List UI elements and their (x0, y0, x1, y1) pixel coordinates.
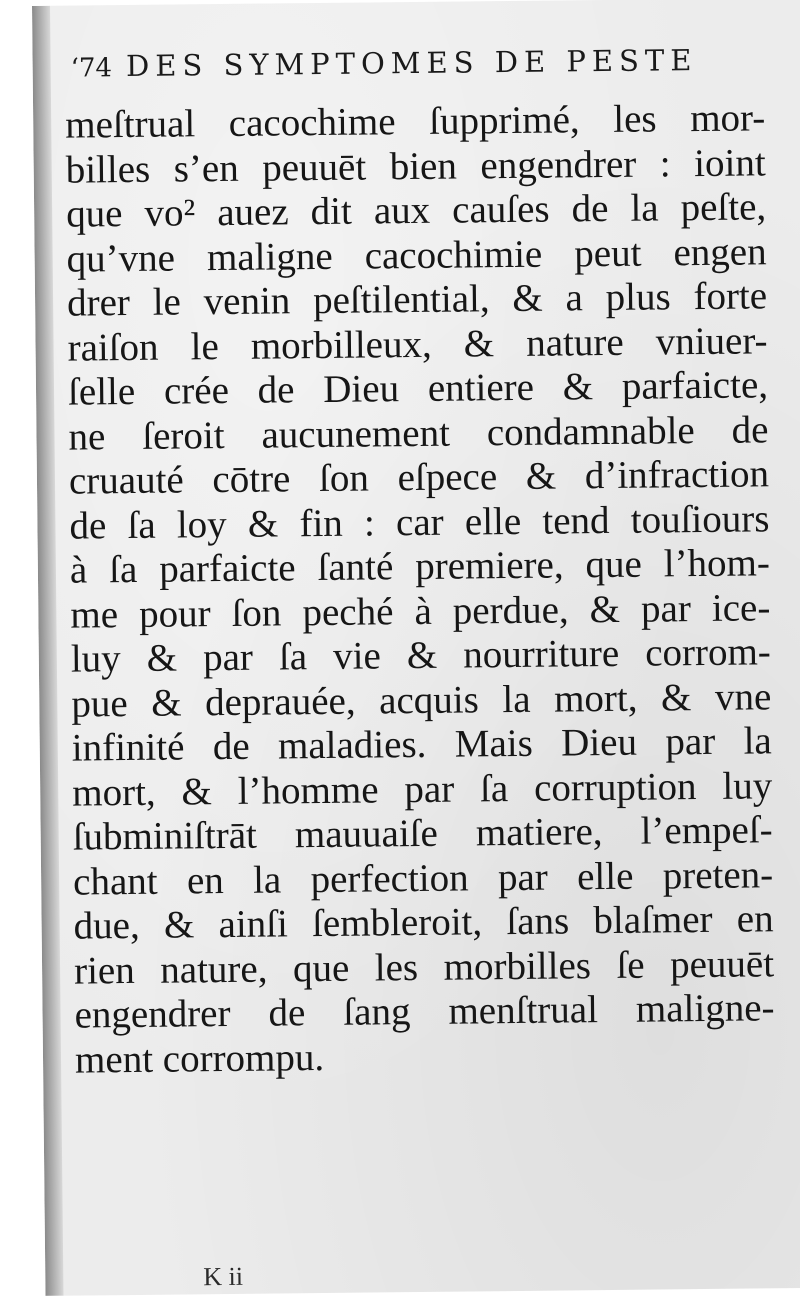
text-line: rien nature, que les morbilles ſe peuuēt (73, 941, 775, 993)
text-line: engendrer de ſang menſtrual maligne- (74, 986, 775, 1037)
text-line: ſubminiſtrāt mauuaiſe matiere, l’empeſ- (72, 808, 773, 859)
signature-mark: K ii (203, 1261, 244, 1292)
text-line: due, & ainſi ſembleroit, ſans blaſmer en (73, 897, 774, 948)
text-line-last: ment corrompu. (74, 1035, 325, 1082)
text-line: chant en la perfection par elle preten- (72, 852, 774, 904)
text-line: à ſa parfaicte ſanté premiere, que l’hom- (69, 541, 771, 592)
text-line: ſelle crée de Dieu entiere & parfaicte, (67, 363, 769, 414)
text-line: ne ſeroit aucunement condamnable de (68, 407, 769, 459)
body-text (65, 96, 775, 1082)
text-line: me pour ſon peché à perdue, & par ice- (70, 585, 771, 637)
running-head (70, 42, 750, 83)
text-line: qu’vne maligne cacochimie peut engen (66, 229, 767, 281)
text-line: meſtrual cacochime ſupprimé, les mor- (65, 96, 766, 147)
running-head-title: DES SYMPTOMES DE PESTE (125, 43, 698, 84)
text-line: drer le venin peſtilential, & a plus forte (66, 274, 768, 325)
book-page (32, 0, 800, 1296)
text-line: que vo² auez dit aux cauſes de la peſte, (65, 185, 767, 236)
folio-number: ‘74 (70, 53, 113, 84)
page-gutter-shadow (32, 6, 64, 1296)
text-line: de ſa loy & fin : car elle tend touſiours (69, 496, 770, 548)
text-line: cruauté cōtre ſon eſpece & d’infraction (68, 452, 770, 503)
text-line: pue & deprauée, acquis la mort, & vne (71, 674, 772, 726)
text-line: luy & par ſa vie & nourriture corrom- (70, 630, 772, 681)
text-line: billes s’en peuuēt bien engendrer : ioint (65, 140, 766, 192)
text-line: raiſon le morbilleux, & nature vniuer- (67, 318, 768, 370)
text-line: infinité de maladies. Mais Dieu par la (71, 719, 772, 770)
text-line: mort, & l’homme par ſa corruption luy (72, 763, 773, 815)
